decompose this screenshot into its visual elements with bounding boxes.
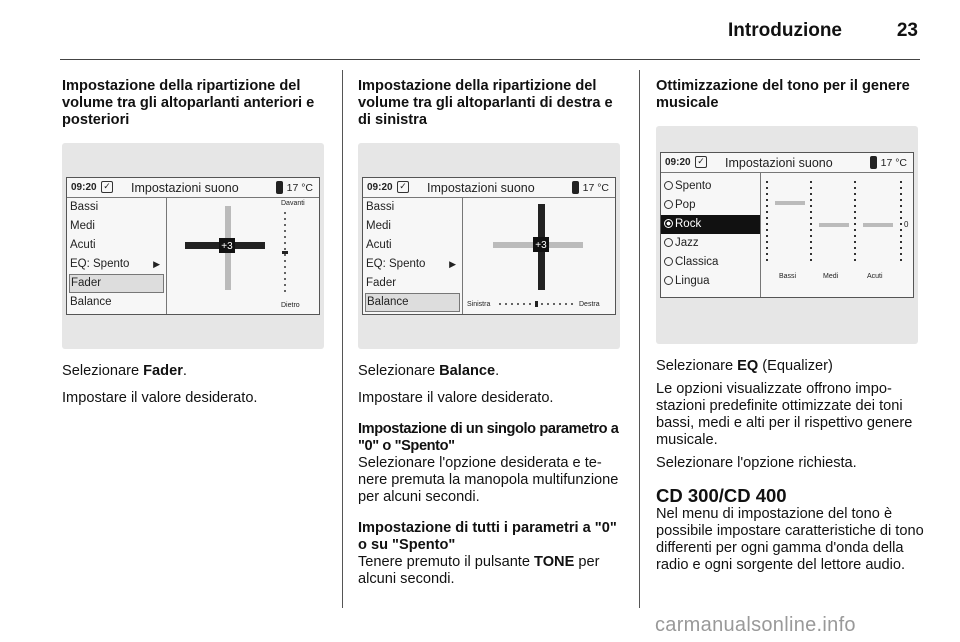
balance-scale-marker: [535, 301, 538, 307]
balance-value: +3: [535, 240, 547, 251]
column-balance: [358, 78, 626, 588]
menu-item-rock[interactable]: [661, 215, 760, 234]
scale-label-right: Destra: [579, 301, 600, 308]
scale-label-front: Davanti: [281, 200, 305, 207]
menu-item-label: EQ: Spento: [70, 258, 130, 270]
temperature: 17 °C: [286, 182, 313, 194]
section-heading: Impostazione di un singolo parametro a "0" o "Spento": [358, 421, 619, 454]
text: per alcuni secondi.: [358, 554, 600, 587]
clock: 09:20: [367, 182, 393, 193]
instruction-select-option: Selezionare l'opzione richiesta.: [656, 455, 857, 471]
paragraph: Le opzioni visualizzate offrono impostazioni predefinite ottimizzate dei toni bassi, medi e alti per il rispettivo genere musicale.: [656, 381, 913, 448]
scale-label-left: Sinistra: [467, 301, 491, 308]
instruction-set-value: Impostare il valore desiderato.: [62, 390, 258, 406]
text: Selezionare: [656, 358, 738, 374]
eq-level-medi: [819, 223, 849, 227]
clock: 09:20: [665, 157, 691, 168]
section-heading: Impostazione della ripartizione del volume tra gli altoparlanti anteriori e posteriori: [62, 78, 315, 128]
menu-item-acuti[interactable]: Acuti: [70, 239, 96, 251]
display-screen: [660, 152, 914, 298]
page-number: 23: [896, 20, 918, 41]
menu-item-eq[interactable]: [67, 255, 166, 274]
screen-status-bar: [363, 178, 615, 198]
fader-graphic: [167, 198, 319, 314]
screen-status-bar: [661, 153, 913, 173]
eq-level-acuti: [863, 223, 893, 227]
page-header: [60, 0, 920, 60]
thermometer-icon: [870, 156, 877, 169]
watermark: carmanualsonline.info: [655, 614, 856, 636]
menu-item-acuti[interactable]: Acuti: [366, 239, 392, 251]
paragraph: [358, 554, 626, 588]
menu-item-balance[interactable]: Balance: [70, 296, 112, 308]
radio-icon: [664, 257, 673, 266]
radio-icon: [664, 276, 673, 285]
menu-item-bassi[interactable]: Bassi: [70, 201, 99, 213]
text: .: [182, 363, 187, 379]
text: Tenere premuto il pulsante: [358, 554, 535, 570]
column-divider: [639, 70, 640, 608]
instruction-set-value: Impostare il valore desiderato.: [358, 390, 554, 406]
menu-item-jazz[interactable]: [661, 234, 760, 253]
menu-item-classica[interactable]: [661, 253, 760, 272]
display-screen: [66, 177, 320, 315]
fader-value: +3: [221, 241, 233, 252]
sound-menu: [67, 198, 167, 314]
menu-item-eq[interactable]: [363, 255, 462, 274]
sound-menu: [363, 198, 463, 314]
menu-item-label: Rock: [675, 218, 702, 230]
radio-selected-icon: [664, 219, 673, 228]
menu-item-label: Pop: [675, 199, 696, 211]
menu-item-fader[interactable]: Fader: [366, 277, 397, 289]
text: Selezionare: [358, 363, 440, 379]
menu-item-lingua[interactable]: [661, 272, 760, 291]
check-icon: ✓: [397, 181, 409, 193]
menu-item-bassi[interactable]: Bassi: [366, 201, 395, 213]
balance-graphic: [463, 198, 615, 314]
chevron-right-icon: ▶: [449, 259, 456, 269]
section-heading-cd: CD 300/CD 400: [656, 485, 787, 506]
eq-level-bassi: [775, 201, 805, 205]
text: .: [495, 363, 500, 379]
fader-scale-marker: [282, 251, 288, 254]
paragraph: Nel menu di impostazione del tono è possibile impostare caratteristiche di tono differenti per ogni gamma d'onda della radio e ogni sorgente del lettore audio.: [656, 506, 924, 573]
fader-panel: [167, 198, 319, 314]
bold-term: Fader: [143, 363, 183, 379]
menu-item-label: EQ: Spento: [366, 258, 426, 270]
check-icon: ✓: [101, 181, 113, 193]
bold-term: TONE: [534, 554, 575, 570]
instruction-select: [62, 363, 330, 380]
column-eq: [656, 78, 924, 574]
check-icon: ✓: [695, 156, 707, 168]
instruction-select: [358, 363, 626, 380]
screen-title: Impostazioni suono: [131, 181, 239, 195]
text: Selezionare: [62, 363, 144, 379]
paragraph: Selezionare l'opzione desiderata e tenere premuta la manopola multifunzione per alcuni secondi.: [358, 455, 619, 505]
section-heading: Ottimizzazione del tono per il genere musicale: [656, 78, 910, 111]
radio-icon: [664, 238, 673, 247]
menu-item-medi[interactable]: Medi: [366, 220, 391, 232]
radio-icon: [664, 181, 673, 190]
fader-screen-figure: [62, 143, 324, 349]
menu-item-fader[interactable]: Fader: [69, 274, 164, 293]
menu-item-spento[interactable]: [661, 177, 760, 196]
menu-item-label: Spento: [675, 180, 712, 192]
menu-item-balance[interactable]: Balance: [365, 293, 460, 312]
menu-item-pop[interactable]: [661, 196, 760, 215]
screen-title: Impostazioni suono: [427, 181, 535, 195]
temperature: 17 °C: [582, 182, 609, 194]
column-fader: [62, 78, 330, 407]
eq-zero-label: 0: [904, 220, 909, 229]
clock: 09:20: [71, 182, 97, 193]
section-heading: Impostazione di tutti i parametri a "0" o su "Spento": [358, 520, 617, 553]
menu-item-label: Lingua: [675, 275, 710, 287]
display-screen: [362, 177, 616, 315]
instruction-select: [656, 358, 924, 375]
temperature: 17 °C: [880, 157, 907, 169]
balance-panel: [463, 198, 615, 314]
eq-screen-figure: [656, 126, 918, 344]
eq-menu: [661, 173, 761, 297]
thermometer-icon: [276, 181, 283, 194]
eq-label-medi: Medi: [823, 273, 839, 280]
menu-item-label: Classica: [675, 256, 719, 268]
screen-title: Impostazioni suono: [725, 156, 833, 170]
eq-label-bassi: Bassi: [779, 273, 797, 280]
radio-icon: [664, 200, 673, 209]
page-title: Introduzione: [728, 20, 842, 41]
section-heading: Impostazione della ripartizione del volume tra gli altoparlanti di destra e di sinistra: [358, 78, 613, 128]
chevron-right-icon: ▶: [153, 259, 160, 269]
menu-item-medi[interactable]: Medi: [70, 220, 95, 232]
eq-panel: [761, 173, 913, 297]
eq-label-acuti: Acuti: [867, 273, 883, 280]
bold-term: Balance: [439, 363, 496, 379]
balance-screen-figure: [358, 143, 620, 349]
thermometer-icon: [572, 181, 579, 194]
column-divider: [342, 70, 343, 608]
scale-label-rear: Dietro: [281, 302, 300, 309]
bold-term: EQ: [737, 358, 759, 374]
screen-status-bar: [67, 178, 319, 198]
text: (Equalizer): [758, 358, 833, 374]
menu-item-label: Jazz: [675, 237, 699, 249]
